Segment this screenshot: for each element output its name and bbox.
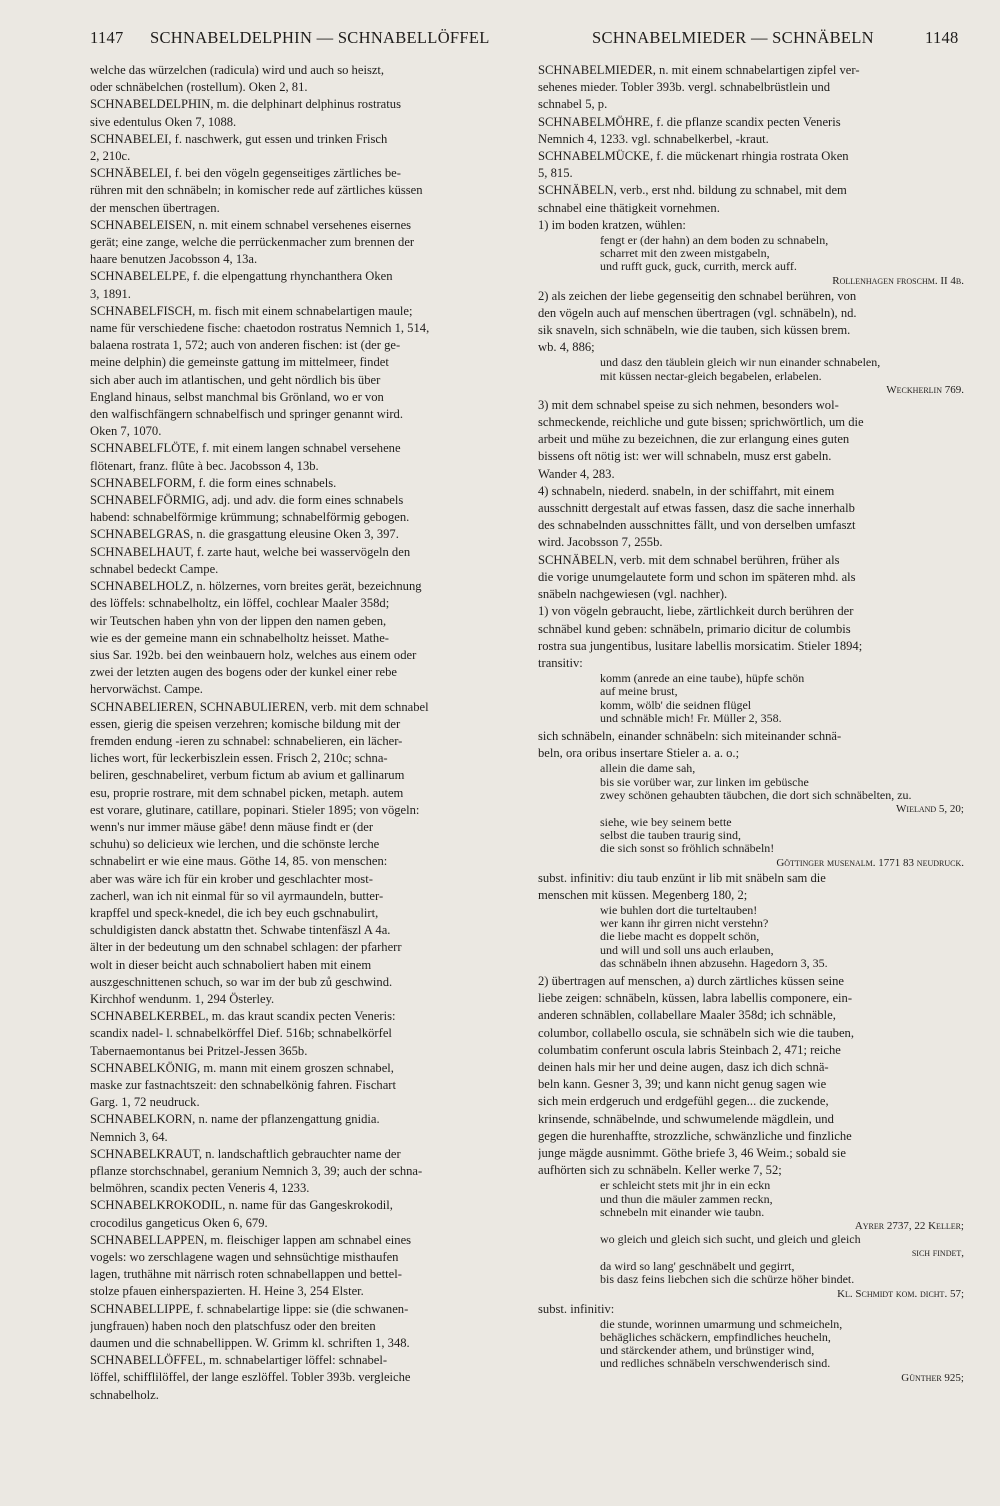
left-text-line: SCHNABELEI, f. naschwerk, gut essen und trinken Frisch xyxy=(90,131,388,146)
quotation-line: und will und soll uns auch erlauben, xyxy=(600,943,774,957)
quotation-line: und schnäble mich! Fr. Müller 2, 358. xyxy=(600,711,782,725)
right-text-line: des schnabelnden ausschnittes fällt, und von derselben umfaszt xyxy=(538,518,856,533)
left-running-title: SCHNABELDELPHIN — SCHNABELLÖFFEL xyxy=(150,28,490,47)
right-text-line: Nemnich 4, 1233. vgl. schnabelkerbel, -kraut. xyxy=(538,131,769,146)
left-page-number: 1147 xyxy=(90,28,124,47)
left-text-line: SCHNABELELPE, f. die elpengattung rhynchanthera Oken xyxy=(90,269,393,284)
right-text-line: sich schnäbeln, einander schnäbeln: sich miteinander schnä- xyxy=(538,728,842,743)
quotation-line: er schleicht stets mit jhr in ein eckn xyxy=(600,1179,771,1193)
left-text-line: welche das würzelchen (radicula) wird und auch so heiszt, xyxy=(90,63,385,77)
right-text-line: columbor, collabello oscula, sie schnäbeln sich wie die tauben, xyxy=(538,1025,854,1040)
left-text-line: wenn's nur immer mäuse gäbe! denn mäuse findt er (der xyxy=(90,819,374,834)
right-text-line: krinsende, schnäbelnde, und schwumelende mägdlein, und xyxy=(538,1111,834,1126)
right-text-line: columbatim conferunt oscula labris Steinbach 2, 471; reiche xyxy=(538,1042,841,1057)
right-text-line: anderen schnäblen, collabellare Maaler 358d; ich schnäble, xyxy=(538,1008,836,1023)
right-text-line: menschen mit küssen. Megenberg 180, 2; xyxy=(538,887,748,902)
left-text-line: maske zur fastnachtszeit: den schnabelkönig fahren. Fischart xyxy=(90,1077,396,1092)
left-text-line: wolt in dieser beicht auch schnaboliert haben mit einem xyxy=(90,957,372,972)
left-text-line: wie es der gemeine mann ein schnabelholtz heisset. Mathe- xyxy=(90,630,389,645)
left-text-line: daumen und die schnabellippen. W. Grimm kl. schriften 1, 348. xyxy=(90,1336,410,1351)
right-text-line: Wander 4, 283. xyxy=(538,466,615,481)
citation-line: Göttinger musenalm. 1771 83 neudruck. xyxy=(776,856,964,869)
left-text-line: scandix nadel- l. schnabelkörffel Dief. 516b; schnabelkörfel xyxy=(90,1026,392,1041)
left-text-line: SCHNABELKROKODIL, n. name für das Gangeskrokodil, xyxy=(90,1198,393,1213)
quotation-line: bis dasz feins liebchen sich die schürze höher bindet. xyxy=(600,1273,855,1287)
left-text-line: flötenart, franz. flûte à bec. Jacobsson 4, 13b. xyxy=(90,458,319,473)
left-text-line: esu, proprie rostrare, mit dem schnabel picken, metaph. autem xyxy=(90,785,404,800)
right-text-line: schnabel 5, p. xyxy=(538,97,608,112)
right-text-line: sich mein erdgeruch und erdgefühl gegen... die zuckende, xyxy=(538,1094,829,1109)
quotation-line: das schnäbeln ihnen abzusehn. Hagedorn 3, 35. xyxy=(600,956,828,970)
quotation-line: wie buhlen dort die turteltauben! xyxy=(600,903,758,917)
left-text-line: SCHNABELLIPPE, f. schnabelartige lippe: sie (die schwanen- xyxy=(90,1301,409,1316)
left-text-line: SCHNABELFISCH, m. fisch mit einem schnabelartigen maule; xyxy=(90,303,413,318)
right-text-line: 3) mit dem schnabel speise zu sich nehmen, besonders wol- xyxy=(538,397,839,412)
left-text-line: Tabernaemontanus bei Pritzel-Jessen 365b. xyxy=(90,1043,308,1058)
right-text-line: SCHNABELMIEDER, n. mit einem schnabelartigen zipfel ver- xyxy=(538,63,860,77)
left-text-line: SCHNABELHOLZ, n. hölzernes, vorn breites gerät, bezeichnung xyxy=(90,579,422,594)
quotation-line: zwey schönen gehaubten täubchen, die dort sich schnäbelten, zu. xyxy=(600,788,912,802)
right-text-line: snäbeln nachgewiesen (vgl. nachher). xyxy=(538,587,728,602)
right-text-line: 2) als zeichen der liebe gegenseitig den schnabel berühren, von xyxy=(538,288,857,303)
left-text-line: England hinaus, selbst manchmal bis Grönland, wo er von xyxy=(90,389,384,404)
right-text-line: subst. infinitiv: diu taub enzünt ir lib mit snäbeln sam die xyxy=(538,870,826,885)
right-text-line: SCHNÄBELN, verb., erst nhd. bildung zu schnabel, mit dem xyxy=(538,183,847,198)
left-text-line: Nemnich 3, 64. xyxy=(90,1129,168,1144)
left-text-line: SCHNABELGRAS, n. die grasgattung eleusine Oken 3, 397. xyxy=(90,527,399,542)
left-text-line: SCHNABELKORN, n. name der pflanzengattung gnidia. xyxy=(90,1112,380,1127)
left-text-line: SCHNABELFLÖTE, f. mit einem langen schnabel versehene xyxy=(90,441,401,456)
right-text-line: 2) übertragen auf menschen, a) durch zärtliches küssen seine xyxy=(538,973,844,988)
left-text-line: SCHNABELLÖFFEL, m. schnabelartiger löffel: schnabel- xyxy=(90,1353,388,1368)
quotation-line: behägliches schäckern, empfindliches heucheln, xyxy=(600,1331,831,1345)
left-text-line: SCHNABELEISEN, n. mit einem schnabel versehenes eisernes xyxy=(90,217,412,232)
right-text-line: sik snaveln, sich schnäbeln, wie die tauben, sich küssen brem. xyxy=(538,323,851,338)
left-text-line: SCHNABELFORM, f. die form eines schnabels. xyxy=(90,475,337,490)
right-text-line: arbeit und mühe zu bezeichnen, die zur erlangung eines guten xyxy=(538,432,850,447)
quotation-line: wer kann ihr girren nicht verstehn? xyxy=(600,917,769,931)
right-text-line: beln, ora oribus insertare Stieler a. a. o.; xyxy=(538,746,740,761)
quotation-line: wo gleich und gleich sich sucht, und gleich und gleich xyxy=(600,1233,861,1247)
left-text-line: meine delphin) die gemeinste gattung im mittelmeer, findet xyxy=(90,355,389,370)
left-text-line: gerät; eine zange, welche die perrückenmacher zum brennen der xyxy=(90,235,415,250)
left-text-line: fremden endung -ieren zu schnabel: schnabelieren, ein lächer- xyxy=(90,733,403,748)
left-text-line: habend: schnabelförmige krümmung; schnabelförmig gebogen. xyxy=(90,510,410,525)
left-text-line: stolze pfauen einherspazierten. H. Heine 3, 254 Elster. xyxy=(90,1284,364,1299)
quotation-line: die sich sonst so fröhlich schnäbeln! xyxy=(600,842,775,856)
left-text-line: zacherl, wan ich nit einmal für so vil ayrmaundeln, butter- xyxy=(90,888,384,903)
right-text-line: 4) schnabeln, niederd. snabeln, in der schiffahrt, mit einem xyxy=(538,483,835,498)
quotation-line: und dasz den täublein gleich wir nun einander schnabelen, xyxy=(600,356,881,370)
right-text-line: SCHNABELMÜCKE, f. die mückenart rhingia rostrata Oken xyxy=(538,149,849,164)
citation-line: Kl. Schmidt kom. dicht. 57; xyxy=(837,1287,964,1300)
quotation-line: da wird so lang' geschnäbelt und gegirrt, xyxy=(600,1260,795,1274)
left-text-line: pflanze storchschnabel, geranium Nemnich 3, 39; auch der schna- xyxy=(90,1164,423,1178)
right-text-line: junge mägde ausnimmt. Göthe briefe 3, 46 Weim.; sobald sie xyxy=(538,1146,846,1160)
right-text-line: SCHNÄBELN, verb. mit dem schnabel berühren, früher als xyxy=(538,552,840,567)
left-text-line: schuldigisten danck abstattn thet. Schwabe tintenfäszl A 4a. xyxy=(90,923,391,938)
right-page-number: 1148 xyxy=(925,28,959,47)
citation-line: sich findet, xyxy=(911,1247,964,1260)
left-text-line: den walfischfängern schnabelfisch und springer genannt wird. xyxy=(90,407,403,422)
right-text-line: schnäbel kund geben: schnäbeln, primario dicitur de columbis xyxy=(538,621,851,636)
citation-line: Ayrer 2737, 22 Keller; xyxy=(854,1220,964,1233)
right-running-title: SCHNABELMIEDER — SCHNÄBELN xyxy=(592,28,874,47)
left-text-line: rühren mit den schnäbeln; in komischer rede auf zärtliches küssen xyxy=(90,183,423,198)
left-text-line: löffel, schifflilöffel, der lange eszlöffel. Tobler 393b. vergleiche xyxy=(90,1370,411,1385)
left-text-line: Kirchhof wendunm. 1, 294 Österley. xyxy=(90,991,275,1006)
citation-line: Rollenhagen froschm. II 4b. xyxy=(832,274,964,287)
quotation-line: scharret mit den zween mistgabeln, xyxy=(600,247,770,261)
quotation-line: selbst die tauben traurig sind, xyxy=(600,829,741,843)
quotation-line: komm (anrede an eine taube), hüpfe schön xyxy=(600,672,805,686)
right-text-line: schmeckende, reichliche und gute bissen; sprichwörtlich, um die xyxy=(538,415,864,430)
left-text-line: schnabelholz. xyxy=(90,1387,159,1402)
left-text-line: Garg. 1, 72 neudruck. xyxy=(90,1095,200,1110)
quotation-line: fengt er (der hahn) an dem boden zu schnabeln, xyxy=(600,234,829,248)
right-text-line: wb. 4, 886; xyxy=(538,340,595,355)
right-text-line: schnabel eine thätigkeit vornehmen. xyxy=(538,200,720,215)
right-text-line: beln kann. Gesner 3, 39; und kann nicht genug sagen wie xyxy=(538,1077,827,1092)
quotation-line: bis sie vorüber war, zur linken im gebüsche xyxy=(600,775,809,789)
right-column xyxy=(538,62,964,1385)
citation-line: Wieland 5, 20; xyxy=(896,802,964,815)
left-text-line: 2, 210c. xyxy=(90,149,131,164)
right-text-line: rostra sua jungentibus, lusitare labellis morsicatim. Stieler 1894; xyxy=(538,638,863,653)
quotation-line: und thun die mäuler zammen reckn, xyxy=(600,1192,773,1206)
left-text-line: name für verschiedene fische: chaetodon rostratus Nemnich 1, 514, xyxy=(90,321,430,336)
right-text-line: 1) von vögeln gebraucht, liebe, zärtlichkeit durch berühren der xyxy=(538,604,854,619)
left-text-line: belmöhren, scandix pecten Veneris 4, 1233. xyxy=(90,1181,310,1196)
left-text-line: balaena rostrata 1, 572; auch von anderen fischen: ist (der ge- xyxy=(90,338,401,353)
left-text-line: sive edentulus Oken 7, 1088. xyxy=(90,114,237,129)
quotation-line: mit küssen nectar-gleich begabelen, erlabelen. xyxy=(600,369,822,383)
left-text-line: SCHNABELKÖNIG, m. mann mit einem groszen schnabel, xyxy=(90,1060,394,1075)
left-text-line: essen, gierig die speisen verzehren; komische bildung mit der xyxy=(90,716,401,731)
left-text-line: sich aber auch im atlantischen, und geht nördlich bis über xyxy=(90,372,381,387)
left-text-line: SCHNABELDELPHIN, m. die delphinart delphinus rostratus xyxy=(90,97,401,112)
right-text-line: ausschnitt dergestalt auf etwas fassen, dasz die sache innerhalb xyxy=(538,501,855,516)
left-text-line: 3, 1891. xyxy=(90,286,131,301)
right-text-line: 5, 815. xyxy=(538,166,573,181)
right-text-line: liebe zeigen: schnäbeln, küssen, labra labellis componere, ein- xyxy=(538,991,853,1006)
left-text-line: schnabelirt er wie eine maus. Göthe 14, 85. von menschen: xyxy=(90,854,388,869)
quotation-line: siehe, wie bey seinem bette xyxy=(600,815,732,829)
citation-line: Weckherlin 769. xyxy=(886,383,964,396)
left-text-line: zwei der letzten augen des bogens oder der kunkel einer rebe xyxy=(90,665,398,680)
left-text-line: der menschen übertragen. xyxy=(90,200,220,215)
left-text-line: haare benutzen Jacobsson 4, 13a. xyxy=(90,252,258,267)
left-text-line: aber was wäre ich für ein krober und geschlachter most- xyxy=(90,871,373,886)
left-text-line: älter in der bedeutung um den schnabel schlagen: der pfarherr xyxy=(90,940,402,955)
left-text-line: krapffel und speck-knedel, die ich bey euch gschnabulirt, xyxy=(90,905,379,920)
quotation-line: schnebeln mit einander wie taubn. xyxy=(600,1205,765,1219)
left-text-line: SCHNABELHAUT, f. zarte haut, welche bei wasservögeln den xyxy=(90,544,411,559)
left-text-line: oder schnäbelchen (rostellum). Oken 2, 81. xyxy=(90,80,308,95)
quotation-line: und rufft guck, guck, currith, merck auff. xyxy=(600,260,797,274)
left-text-line: des löffels: schnabelholtz, ein löffel, cochlear Maaler 358d; xyxy=(90,596,390,611)
quotation-line: und stärckender athem, und brünstiger wind, xyxy=(600,1344,815,1358)
quotation-line: allein die dame sah, xyxy=(600,762,696,776)
page-header xyxy=(0,28,1000,58)
left-text-line: SCHNABELLAPPEN, m. fleischiger lappen am schnabel eines xyxy=(90,1232,412,1247)
left-text-line: liches wort, für leckerbiszlein essen. Frisch 2, 210c; schna- xyxy=(90,751,388,766)
right-text-line: den vögeln auch auf menschen übertragen (vgl. schnäbeln), nd. xyxy=(538,305,857,320)
right-text-line: aufhörten sich zu schnäbeln. Keller werke 7, 52; xyxy=(538,1163,782,1178)
left-text-line: schuhu) so delicieux wie lerchen, und die schönste lerche xyxy=(90,837,380,852)
left-text-line: SCHNABELKRAUT, n. landschaftlich gebrauchter name der xyxy=(90,1146,401,1161)
left-text-line: schnabel bedeckt Campe. xyxy=(90,561,219,576)
right-text-line: 1) im boden kratzen, wühlen: xyxy=(538,217,686,232)
right-text-line: sehenes mieder. Tobler 393b. vergl. schnabelbrüstlein und xyxy=(538,80,831,95)
quotation-line: auf meine brust, xyxy=(600,685,678,699)
quotation-line: und redliches schnäbeln verschwenderisch sind. xyxy=(600,1357,831,1371)
left-text-line: vogels: wo zerschlagene wagen und sehnsüchtige misthaufen xyxy=(90,1250,399,1265)
quotation-line: die stunde, worinnen umarmung und schmeicheln, xyxy=(600,1317,843,1331)
left-text-line: SCHNABELIEREN, SCHNABULIEREN, verb. mit dem schnabel xyxy=(90,699,429,714)
left-text-line: Oken 7, 1070. xyxy=(90,424,162,439)
left-column xyxy=(90,62,522,1404)
right-text-line: SCHNABELMÖHRE, f. die pflanze scandix pecten Veneris xyxy=(538,114,841,129)
right-text-line: bissens oft nötig ist: wer will schnabeln, musz erst gabeln. xyxy=(538,449,832,464)
right-text-line: die vorige unumgelautete form und schon im späteren mhd. als xyxy=(538,569,856,584)
left-text-line: beliren, geschnabeliret, verbum fictum ab avium et gallinarum xyxy=(90,768,405,783)
left-text-line: wir Teutschen haben yhn von der lippen den namen geben, xyxy=(90,613,387,628)
quotation-line: die liebe macht es doppelt schön, xyxy=(600,930,760,944)
right-text-line: transitiv: xyxy=(538,655,583,670)
left-text-line: auszgeschnittenen schuch, so war im der bub zů geschwind. xyxy=(90,974,393,989)
right-text-line: deinen hals mir her und deine augen, dasz ich dich schnä- xyxy=(538,1059,829,1074)
left-text-line: jungfrauen) haben noch den platschfusz oder den breiten xyxy=(90,1318,376,1333)
left-text-line: SCHNABELKERBEL, m. das kraut scandix pecten Veneris: xyxy=(90,1009,396,1024)
right-text-line: wird. Jacobsson 7, 255b. xyxy=(538,535,663,550)
left-text-line: hervorwächst. Campe. xyxy=(90,682,203,697)
citation-line: Günther 925; xyxy=(901,1371,964,1384)
right-text-line: gegen die hurenhaffte, strozzliche, schwänzliche und finzliche xyxy=(538,1128,852,1143)
left-text-line: SCHNABELFÖRMIG, adj. und adv. die form eines schnabels xyxy=(90,493,404,508)
right-text-line: subst. infinitiv: xyxy=(538,1301,615,1316)
left-text-line: sius Sar. 192b. bei den weinbauern holz, welches aus einem oder xyxy=(90,647,417,662)
left-text-line: est vorare, glutinare, catillare, popinari. Stieler 1895; von vögeln: xyxy=(90,802,420,817)
left-text-line: crocodilus gangeticus Oken 6, 679. xyxy=(90,1215,268,1230)
left-text-line: lagen, truthähne mit närrisch roten schnabellappen und bettel- xyxy=(90,1267,402,1282)
quotation-line: komm, wölb' die seidnen flügel xyxy=(600,698,752,712)
left-text-line: SCHNÄBELEI, f. bei den vögeln gegenseitiges zärtliches be- xyxy=(90,166,401,181)
